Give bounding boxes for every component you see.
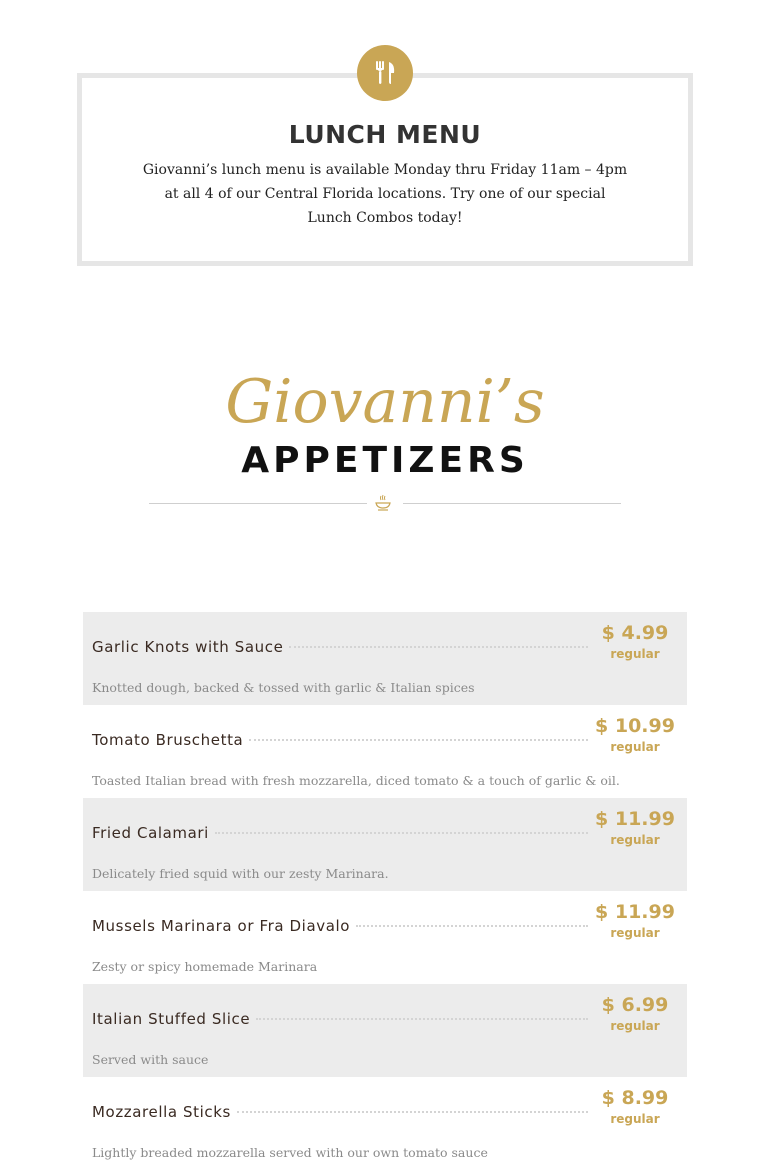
menu-item: [83, 1077, 687, 1167]
menu-item-description: Delicately fried squid with our zesty Marinara.: [92, 866, 389, 881]
appetizer-list: [83, 612, 687, 1167]
menu-item-size: regular: [610, 1112, 660, 1126]
brand-script-title: Giovanni’s: [225, 367, 545, 437]
lunch-menu-description: Giovanni’s lunch menu is available Monday thru Friday 11am – 4pm at all 4 of our Central Florida locations. Try one of our special Lunch Combos today!: [142, 162, 628, 226]
menu-item-price: $ 4.99: [601, 622, 669, 644]
menu-item-price: $ 6.99: [601, 994, 669, 1016]
menu-item: [83, 798, 687, 891]
menu-item-size: regular: [610, 926, 660, 940]
fork-knife-icon: [357, 45, 413, 101]
menu-item: [83, 984, 687, 1077]
menu-item: [83, 891, 687, 984]
menu-item-size: regular: [610, 1019, 660, 1033]
menu-item: [83, 612, 687, 705]
menu-item-name: Mozzarella Sticks: [92, 1103, 231, 1121]
menu-item-price: $ 10.99: [595, 715, 675, 737]
divider-line-right: [403, 503, 621, 504]
menu-item-description: Zesty or spicy homemade Marinara: [92, 959, 318, 974]
dotted-leader: [215, 832, 588, 834]
menu-item-size: regular: [610, 833, 660, 847]
menu-item-price: $ 11.99: [595, 808, 675, 830]
menu-item-name: Garlic Knots with Sauce: [92, 638, 284, 656]
menu-item-name: Fried Calamari: [92, 824, 209, 842]
divider-line-left: [149, 503, 367, 504]
section-title: APPETIZERS: [241, 440, 529, 481]
dotted-leader: [356, 925, 588, 927]
menu-item-size: regular: [610, 740, 660, 754]
menu-item-name: Mussels Marinara or Fra Diavalo: [92, 917, 351, 935]
menu-item-price: $ 8.99: [601, 1087, 669, 1109]
dotted-leader: [289, 646, 588, 648]
menu-item: [83, 705, 687, 798]
dotted-leader: [237, 1111, 588, 1113]
lunch-menu-title: LUNCH MENU: [288, 120, 482, 149]
menu-item-price: $ 11.99: [595, 901, 675, 923]
menu-item-description: Lightly breaded mozzarella served with our own tomato sauce: [92, 1145, 488, 1160]
lunch-menu-card: [77, 73, 693, 266]
menu-item-size: regular: [610, 647, 660, 661]
menu-item-description: Toasted Italian bread with fresh mozzarella, diced tomato & a touch of garlic & oil.: [92, 773, 620, 788]
dotted-leader: [256, 1018, 588, 1020]
menu-item-description: Served with sauce: [92, 1052, 209, 1067]
menu-item-name: Tomato Bruschetta: [92, 731, 244, 749]
dotted-leader: [249, 739, 588, 741]
menu-item-description: Knotted dough, backed & tossed with garlic & Italian spices: [92, 680, 475, 695]
food-bowl-icon: [372, 494, 394, 512]
menu-item-name: Italian Stuffed Slice: [92, 1010, 251, 1028]
